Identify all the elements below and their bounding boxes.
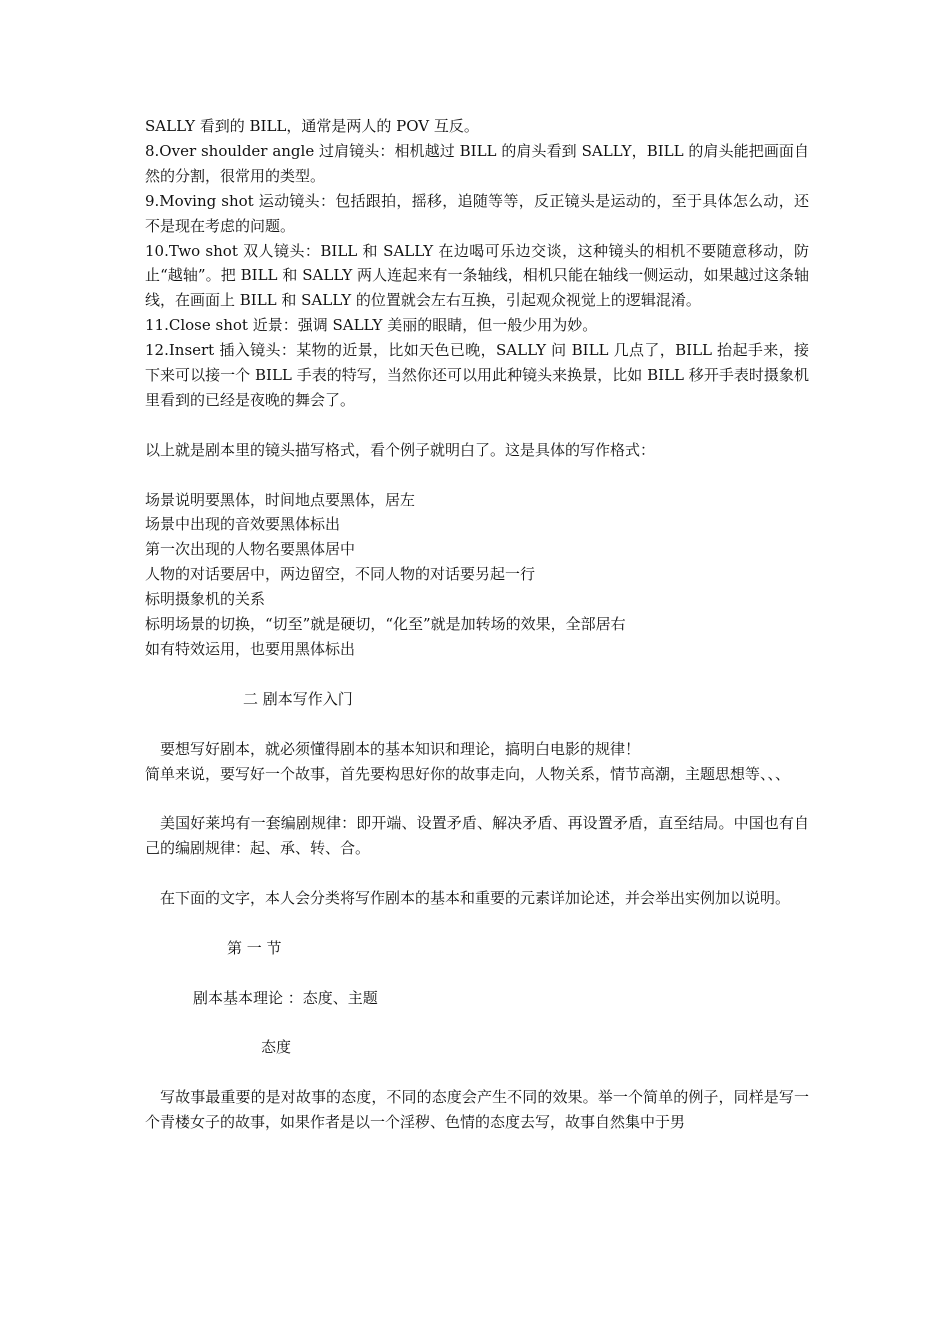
paragraph-close-shot: 11.Close shot 近景：强调 SALLY 美丽的眼睛，但一般少用为妙。 — [145, 316, 598, 335]
paragraph-following-text: 在下面的文字，本人会分类将写作剧本的基本和重要的元素详加论述，并会举出实例加以说明。 — [160, 889, 791, 907]
paragraph-moving-shot: 9.Moving shot 运动镜头：包括跟拍，摇移，追随等等，反正镜头是运动的，至于具体怎么动，还不是现在考虑的问题。 — [145, 191, 809, 235]
topic-heading: 态度 — [261, 1038, 292, 1057]
blank-line — [145, 786, 809, 811]
paragraph-two-shot: 10.Two shot 双人镜头：BILL 和 SALLY 在边喝可乐边交谈，这种镜头的相机不要随意移动，防止“越轴”。把 BILL 和 SALLY 两人连起来有一条轴线，相机只能在轴线一侧运动，如果越过这条轴线，在画面上 BILL 和 SALLY 的位置就会左右互换，引起观众视觉上的逻辑混淆。 — [145, 241, 809, 310]
format-rule-character: 第一次出现的人物名要黑体居中 — [145, 540, 356, 559]
format-rule-sound: 场景中出现的音效要黑体标出 — [145, 515, 341, 534]
document-page — [145, 114, 809, 1135]
format-rule-scene: 场景说明要黑体，时间地点要黑体，居左 — [145, 490, 416, 509]
paragraph-attitude: 写故事最重要的是对故事的态度，不同的态度会产生不同的效果。举一个简单的例子，同样是写一个青楼女子的故事，如果作者是以一个淫秽、色情的态度去写，故事自然集中于男 — [145, 1088, 809, 1132]
paragraph-basics: 要想写好剧本，就必须懂得剧本的基本知识和理论，搞明白电影的规律！ — [160, 739, 641, 758]
blank-line — [145, 961, 809, 986]
blank-line — [145, 1060, 809, 1085]
blank-line — [145, 911, 809, 936]
paragraph-over-shoulder: 8.Over shoulder angle 过肩镜头：相机越过 BILL 的肩头看到 SALLY，BILL 的肩头能把画面自然的分割，很常用的类型。 — [145, 141, 809, 185]
blank-line — [145, 712, 809, 737]
paragraph-pov-reverse: SALLY 看到的 BILL，通常是两人的 POV 互反。 — [145, 117, 479, 135]
paragraph-format-intro: 以上就是剧本里的镜头描写格式，看个例子就明白了。这是具体的写作格式： — [145, 440, 656, 459]
chapter-heading: 第 一 节 — [227, 938, 282, 957]
paragraph-insert: 12.Insert 插入镜头：某物的近景，比如天色已晚，SALLY 问 BILL 几点了，BILL 抬起手来，接下来可以接一个 BILL 手表的特写，当然你还可以用此种镜头来换景，比如 BILL 移开手表时摄象机里看到的已经是夜晚的舞会了。 — [145, 341, 809, 409]
format-rule-dialogue: 人物的对话要居中，两边留空，不同人物的对话要另起一行 — [145, 565, 536, 584]
format-rule-transition: 标明场景的切换，“切至”就是硬切，“化至”就是加转场的效果，全部居右 — [145, 615, 626, 634]
paragraph-hollywood-rules: 美国好莱坞有一套编剧规律：即开端、设置矛盾、解决矛盾、再设置矛盾，直至结局。中国也有自己的编剧规律：起、承、转、合。 — [145, 814, 809, 858]
blank-line — [145, 463, 809, 488]
blank-line — [145, 413, 809, 438]
format-rule-camera: 标明摄象机的关系 — [145, 590, 266, 609]
section-heading: 二 剧本写作入门 — [243, 689, 353, 708]
subsection-heading: 剧本基本理论 ：态度、主题 — [193, 988, 378, 1007]
blank-line — [145, 1011, 809, 1036]
paragraph-story-structure: 简单来说，要写好一个故事，首先要构思好你的故事走向，人物关系，情节高潮，主题思想等、、、 — [145, 764, 791, 783]
format-rule-effects: 如有特效运用，也要用黑体标出 — [145, 640, 356, 658]
blank-line — [145, 861, 809, 886]
blank-line — [145, 662, 809, 687]
